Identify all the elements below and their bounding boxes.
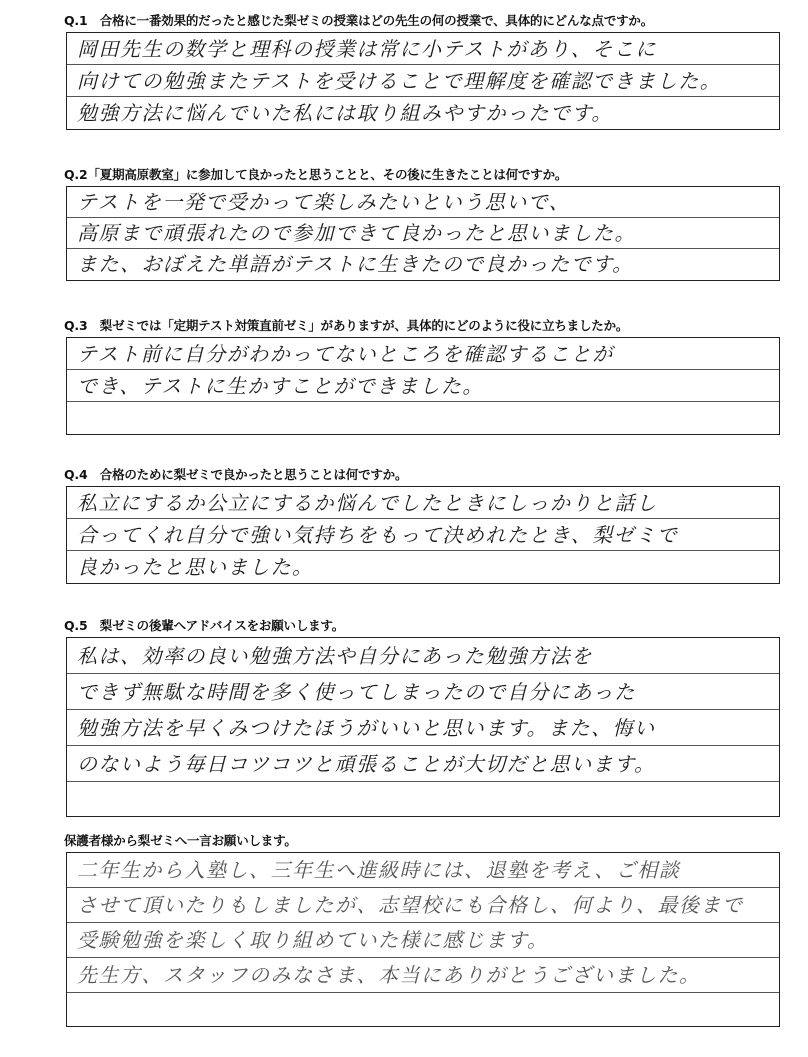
answer-line: 先生方、スタッフのみなさま、本当にありがとうございました。 (67, 958, 779, 993)
answer-line (67, 782, 779, 816)
answer-line: テストを一発で受かって楽しみたいという思いで、 (67, 187, 779, 218)
question-block-5 (64, 617, 780, 817)
answer-line (67, 993, 779, 1026)
question-block-parent (64, 832, 780, 1027)
answer-line: 高原まで頑張れたので参加できて良かったと思いました。 (67, 218, 779, 249)
answer-box (66, 637, 780, 817)
question-block-4 (64, 466, 780, 584)
answer-line: 私立にするか公立にするか悩んでしたときにしっかりと話し (67, 487, 779, 519)
question-block-1 (64, 12, 780, 130)
question-block-3 (64, 317, 780, 435)
answer-line: できず無駄な時間を多く使ってしまったので自分にあった (67, 674, 779, 710)
answer-line: 私は、効率の良い勉強方法や自分にあった勉強方法を (67, 638, 779, 674)
answer-line: 受験勉強を楽しく取り組めていた様に感じます。 (67, 923, 779, 958)
question-label: Q.4 合格のために梨ゼミで良かったと思うことは何ですか。 (64, 467, 408, 482)
answer-box (66, 337, 780, 435)
answer-box (66, 852, 780, 1027)
answer-line: のないよう毎日コツコツと頑張ることが大切だと思います。 (67, 746, 779, 782)
answer-line: 向けての勉強またテストを受けることで理解度を確認できました。 (67, 65, 779, 97)
answer-line: テスト前に自分がわかってないところを確認することが (67, 338, 779, 370)
answer-line: 岡田先生の数学と理科の授業は常に小テストがあり、そこに (67, 33, 779, 65)
question-label: Q.5 梨ゼミの後輩へアドバイスをお願いします。 (64, 618, 345, 633)
answer-line: 勉強方法を早くみつけたほうがいいと思います。また、悔い (67, 710, 779, 746)
answer-line: 良かったと思いました。 (77, 555, 314, 579)
answer-line: 合ってくれ自分で強い気持ちをもって決めれたとき、梨ゼミで (67, 519, 779, 551)
answer-line: 二年生から入塾し、三年生へ進級時には、退塾を考え、ご相談 (67, 853, 779, 888)
answer-line: また、おぼえた単語がテストに生きたので良かったです。 (77, 252, 634, 276)
question-label: 保護者様から梨ゼミへ一言お願いします。 (64, 833, 297, 848)
question-label: Q.2「夏期高原教室」に参加して良かったと思うことと、その後に生きたことは何ですか。 (64, 167, 568, 182)
question-label: Q.1 合格に一番効果的だったと感じた梨ゼミの授業はどの先生の何の授業で、具体的にどんな点ですか。 (64, 13, 654, 28)
answer-box (66, 486, 780, 584)
answer-line: させて頂いたりもしましたが、志望校にも合格し、何より、最後まで (67, 888, 779, 923)
answer-line: でき、テストに生かすことができました。 (67, 370, 779, 402)
answer-line (67, 402, 779, 434)
question-label: Q.3 梨ゼミでは「定期テスト対策直前ゼミ」がありますが、具体的にどのように役に立ちましたか。 (64, 318, 629, 333)
answer-line: 勉強方法に悩んでいた私には取り組みやすかったです。 (77, 101, 613, 125)
answer-box (66, 186, 780, 281)
answer-box (66, 32, 780, 130)
question-block-2 (64, 166, 780, 281)
